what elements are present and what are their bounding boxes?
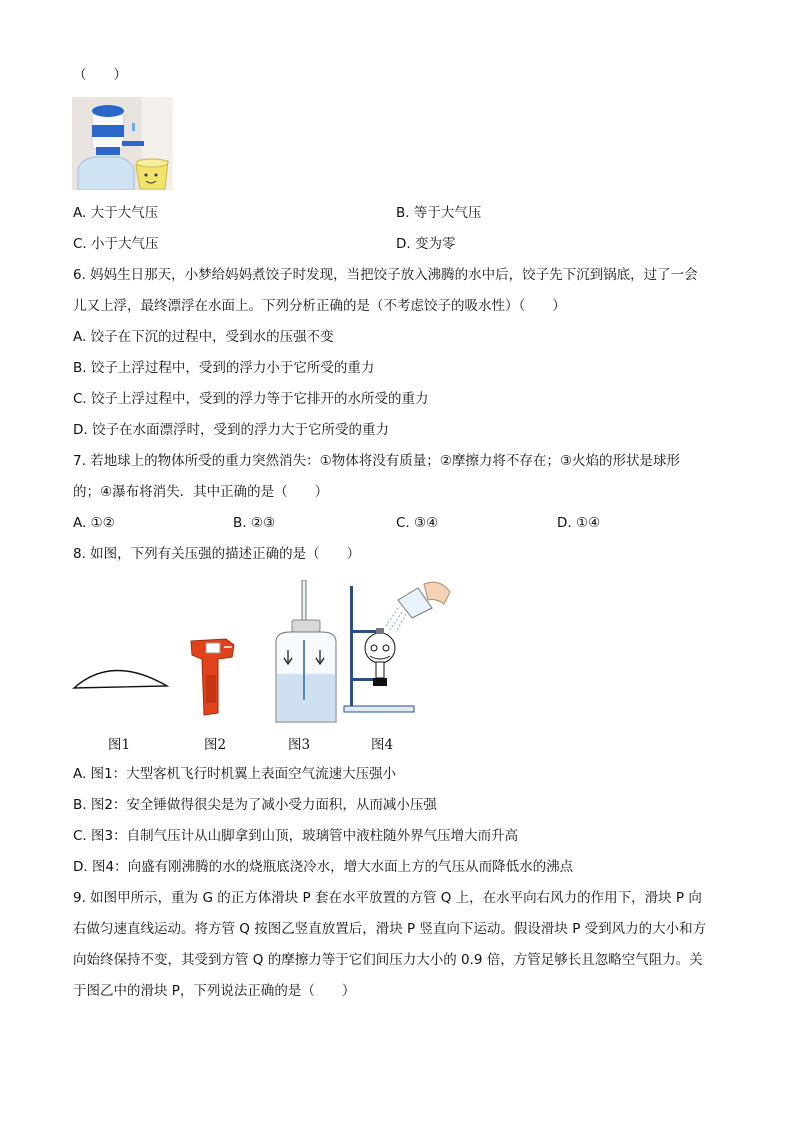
water-pump-photo	[72, 97, 173, 190]
q5-option-a: A. 大于大气压	[73, 205, 159, 221]
figure1-caption: 图1	[108, 737, 131, 753]
q6-option-a: A. 饺子在下沉的过程中，受到水的压强不变	[73, 329, 334, 345]
q7-option-b: B. ②③	[233, 515, 276, 531]
q8-option-d: D. 图4：向盛有刚沸腾的水的烧瓶底浇冷水，增大水面上方的气压从而降低水的沸点	[73, 859, 574, 875]
figure4-caption: 图4	[371, 737, 394, 753]
figure2-caption: 图2	[204, 737, 227, 753]
q7-option-d: D. ①④	[557, 515, 601, 531]
q9-stem-line1: 9. 如图甲所示，重为 G 的正方体滑块 P 套在水平放置的方管 Q 上，在水平向右风力的作用下，滑块 P 向	[73, 890, 702, 906]
q8-option-c: C. 图3：自制气压计从山脚拿到山顶，玻璃管中液柱随外界气压增大而升高	[73, 828, 519, 844]
q6-stem-line2: 儿又上浮，最终漂浮在水面上。下列分析正确的是（不考虑饺子的吸水性）（ ）	[73, 298, 566, 314]
q5-option-b: B. 等于大气压	[396, 205, 482, 221]
q5-option-c: C. 小于大气压	[73, 236, 159, 252]
q5-answer-paren: （ ）	[73, 67, 127, 83]
q8-option-a: A. 图1：大型客机飞行时机翼上表面空气流速大压强小	[73, 766, 397, 782]
figure4-flask-apparatus	[340, 578, 452, 714]
q7-stem-line2: 的；④瀑布将消失．其中正确的是（ ）	[73, 484, 329, 500]
q9-stem-line4: 于图乙中的滑块 P，下列说法正确的是（ ）	[73, 983, 356, 999]
figure2-safety-hammer	[188, 635, 238, 717]
q5-option-d: D. 变为零	[396, 236, 456, 252]
q8-stem-line1: 8. 如图，下列有关压强的描述正确的是（ ）	[73, 546, 361, 562]
figure3-caption: 图3	[288, 737, 311, 753]
q7-option-a: A. ①②	[73, 515, 115, 531]
q8-option-b: B. 图2：安全锤做得很尖是为了减小受力面积，从而减小压强	[73, 797, 437, 813]
q7-stem-line1: 7. 若地球上的物体所受的重力突然消失：①物体将没有质量；②摩擦力将不存在；③火焰的形状是球形	[73, 453, 680, 469]
figure1-wing-diagram	[72, 660, 170, 692]
q9-stem-line2: 右做匀速直线运动。将方管 Q 按图乙竖直放置后，滑块 P 竖直向下运动。假设滑块 P 受到风力的大小和方	[73, 921, 707, 937]
figure3-barometer-bottle	[270, 580, 342, 726]
q9-stem-line3: 向始终保持不变，其受到方管 Q 的摩擦力等于它们间压力大小的 0.9 倍，方管足够长且忽略空气阻力。关	[73, 952, 703, 968]
q7-option-c: C. ③④	[396, 515, 439, 531]
q6-stem-line1: 6. 妈妈生日那天，小梦给妈妈煮饺子时发现，当把饺子放入沸腾的水中后，饺子先下沉到锅底，过了一会	[73, 267, 698, 283]
q6-option-b: B. 饺子上浮过程中，受到的浮力小于它所受的重力	[73, 360, 375, 376]
q6-option-d: D. 饺子在水面漂浮时，受到的浮力大于它所受的重力	[73, 422, 389, 438]
q6-option-c: C. 饺子上浮过程中，受到的浮力等于它排开的水所受的重力	[73, 391, 429, 407]
